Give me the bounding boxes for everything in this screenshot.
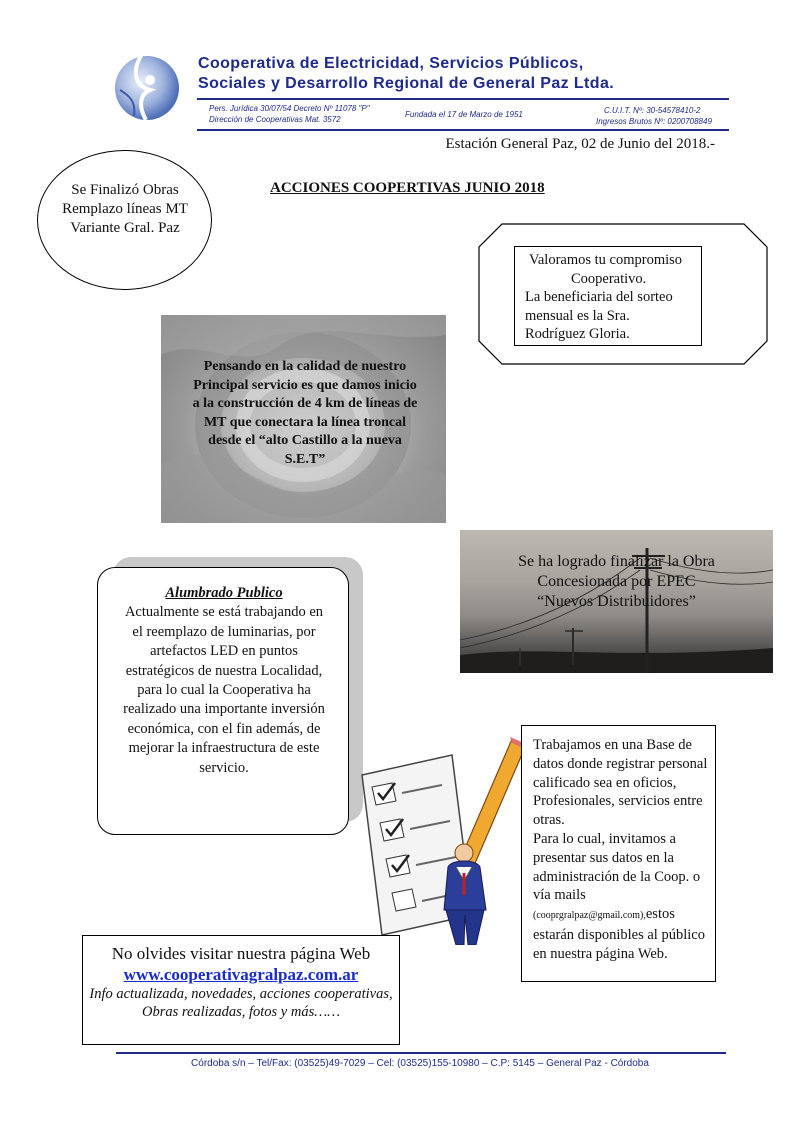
lighting-body: Actualmente se está trabajando en el reemplazo de luminarias, por artefactos LED en puntos estratégicos de nuestra Localidad, para lo cual la Cooperativa ha realizado una importante inversión económica, con el fin además, de mejorar la infraestructura de este servicio. <box>123 604 325 776</box>
works-completed-text: Se Finalizó Obras Remplazo líneas MT Variante Gral. Paz <box>62 182 188 236</box>
works-completed-oval <box>37 150 212 290</box>
epec-line2: Concesionada por EPEC <box>537 573 696 590</box>
ingresos-brutos: Ingresos Brutos Nº: 0200708849 <box>596 117 712 126</box>
database-text2: Para lo cual, invitamos a presentar sus datos en la administración de la Coop. o vía mails <box>533 830 701 904</box>
website-box <box>82 935 400 1045</box>
header-rule-bottom <box>197 129 729 131</box>
database-box <box>521 725 716 982</box>
header-rule-top <box>197 98 729 100</box>
footer-rule <box>116 1052 726 1054</box>
database-text1: Trabajamos en una Base de datos donde registrar personal calificado sea en oficios, Profesionales, servicios entre otras. <box>533 737 708 829</box>
dateline: Estación General Paz, 02 de Junio del 2018.- <box>445 136 715 152</box>
org-name-line2: Sociales y Desarrollo Regional de General Paz Ltda. <box>198 75 615 92</box>
legal-line2: Dirección de Cooperativas Mat. 3572 <box>209 115 341 124</box>
raffle-line4: mensual es la Sra. <box>525 307 630 324</box>
power-lines-photo <box>460 530 773 673</box>
database-email[interactable]: (cooprgralpaz@gmail.com), <box>533 910 646 922</box>
database-text3: estos estarán disponibles al público en nuestra página Web. <box>533 906 705 962</box>
footer-contact: Córdoba s/n – Tel/Fax: (03525)49-7029 – Cel: (03525)155-10980 – C.P: 5145 – General Paz - Córdoba <box>191 1058 649 1069</box>
founded-date: Fundada el 17 de Marzo de 1951 <box>405 110 523 119</box>
website-invite: No olvides visitar nuestra página Web <box>111 944 371 963</box>
lighting-title: Alumbrado Publico <box>165 585 283 601</box>
website-description: Info actualizada, novedades, acciones cooperativas, Obras realizadas, fotos y más…… <box>89 986 393 1020</box>
checklist-pencil-icon <box>352 735 527 945</box>
cooperative-logo <box>112 50 182 122</box>
org-name <box>198 54 758 94</box>
raffle-line5: Rodríguez Gloria. <box>525 326 630 342</box>
cuit: C.U.I.T. Nº: 30-54578410-2 <box>604 106 701 115</box>
hands-photo <box>161 315 446 523</box>
mt-lines-text: Pensando en la calidad de nuestro Principal servicio es que damos inicio a la construcción de 4 km de líneas de MT que conectara la línea troncal desde el “alto Castillo a la nueva S.E.T” <box>192 359 418 467</box>
lighting-box <box>97 567 349 835</box>
raffle-line2: Cooperativo. <box>571 270 647 287</box>
page-title: ACCIONES COOPERTIVAS JUNIO 2018 <box>270 180 545 196</box>
org-name-line1: Cooperativa de Electricidad, Servicios Públicos, <box>198 55 584 72</box>
legal-line1: Pers. Jurídica 30/07/54 Decreto Nº 11078 "P" <box>209 104 370 113</box>
epec-line1: Se ha logrado finalizar la Obra <box>518 553 715 570</box>
raffle-box <box>514 246 702 346</box>
epec-line3: “Nuevos Distribuidores” <box>537 593 696 610</box>
epec-text <box>460 552 773 612</box>
raffle-line3: La beneficiaria del sorteo <box>525 289 673 305</box>
raffle-line1: Valoramos tu compromiso <box>529 252 683 268</box>
website-link[interactable]: www.cooperativagralpaz.com.ar <box>123 965 359 984</box>
